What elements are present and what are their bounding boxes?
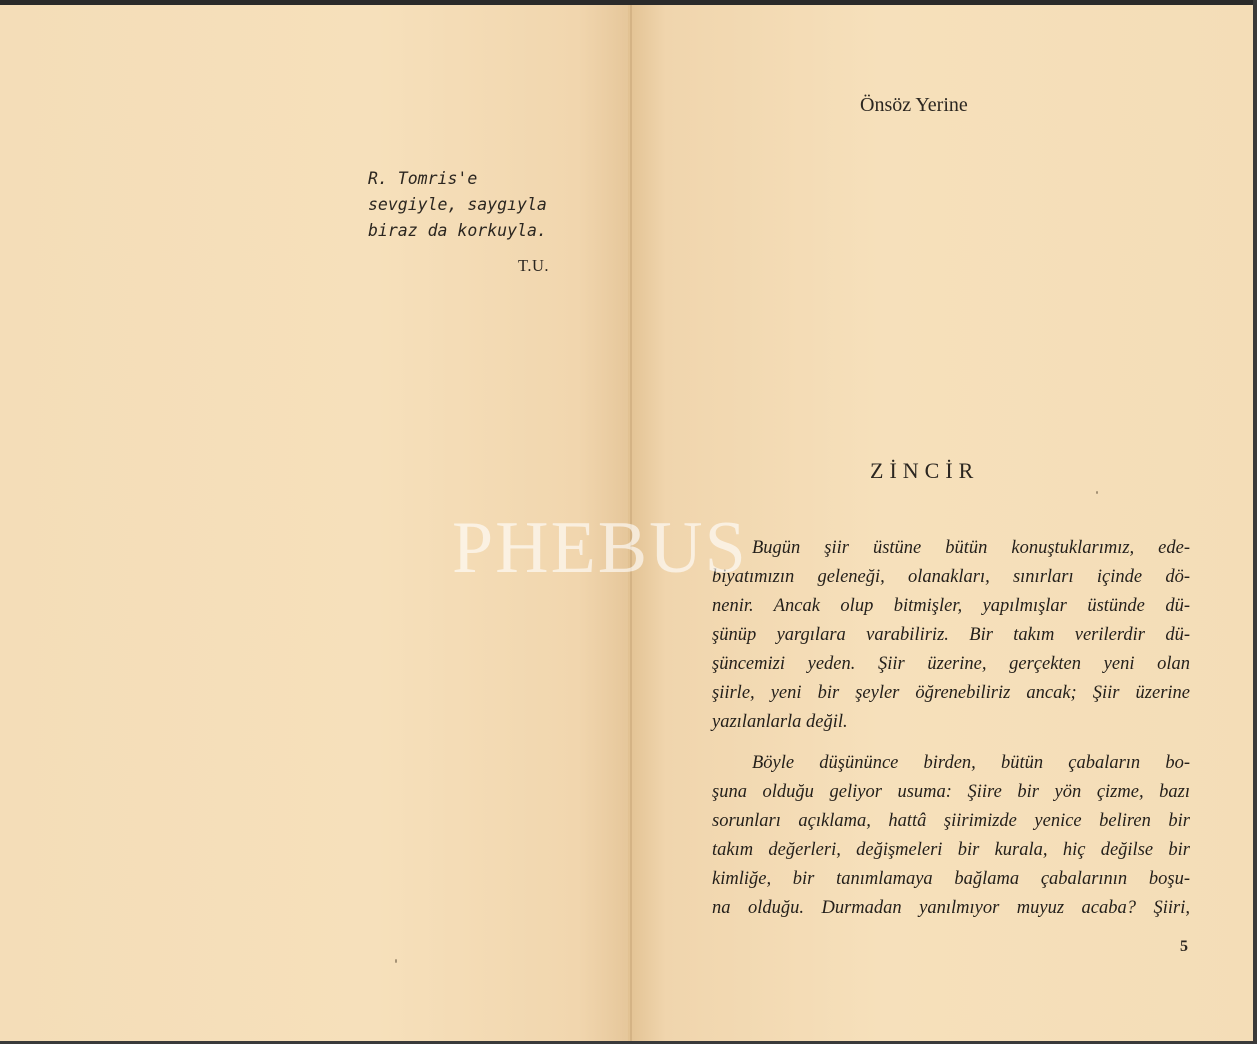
- page-number: 5: [1180, 938, 1188, 955]
- dedication-line: biraz da korkuyla.: [368, 221, 547, 240]
- running-header: Önsöz Yerine: [860, 94, 968, 116]
- paragraph-2-line: şuna olduğu geliyor usuma: Şiire bir yön çizme, bazı: [712, 782, 1190, 802]
- dedication-line: R. Tomris'e: [368, 169, 478, 188]
- paragraph-1-line: yazılanlarla değil.: [712, 712, 848, 732]
- paragraph-1-line: şünüp yargılara varabiliriz. Bir takım verilerdir dü-: [712, 625, 1190, 645]
- scan-edge-top: [0, 0, 1257, 5]
- paper-speck: [395, 959, 397, 963]
- paragraph-2-line: sorunları açıklama, hattâ şiirimizde yenice beliren bir: [712, 811, 1190, 831]
- paragraph-1-line: şiirle, yeni bir şeyler öğrenebiliriz ancak; Şiir üzerine: [712, 683, 1190, 703]
- author-initials: T.U.: [518, 256, 550, 275]
- watermark: PHEBUS: [452, 507, 748, 589]
- paragraph-2-line: takım değerleri, değişmeleri bir kurala, hiç değilse bir: [712, 840, 1190, 860]
- dedication-line: sevgiyle, saygıyla: [368, 195, 547, 214]
- paper-speck: [1096, 491, 1098, 494]
- paragraph-gap: [712, 737, 1190, 749]
- dedication: [368, 166, 568, 244]
- paragraph-2-line: na olduğu. Durmadan yanılmıyor muyuz acaba? Şiiri,: [712, 898, 1190, 918]
- paragraph-1-line: şüncemizi yeden. Şiir üzerine, gerçekten yeni olan: [712, 654, 1190, 674]
- paragraph-2-line: kimliğe, bir tanımlamaya bağlama çabalarının boşu-: [712, 869, 1190, 889]
- body-text: [712, 534, 1190, 923]
- paragraph-1-line: nenir. Ancak olup bitmişler, yapılmışlar üstünde dü-: [712, 596, 1190, 616]
- chapter-title: ZİNCİR: [870, 458, 980, 483]
- paragraph-1-line: Bugün şiir üstüne bütün konuştuklarımız, ede-: [752, 538, 1190, 558]
- paragraph-1-line: biyatımızın geleneği, olanakları, sınırları içinde dö-: [712, 567, 1190, 587]
- paragraph-2-line: Böyle düşününce birden, bütün çabaların bo-: [752, 753, 1190, 773]
- scan-edge-right: [1253, 0, 1257, 1044]
